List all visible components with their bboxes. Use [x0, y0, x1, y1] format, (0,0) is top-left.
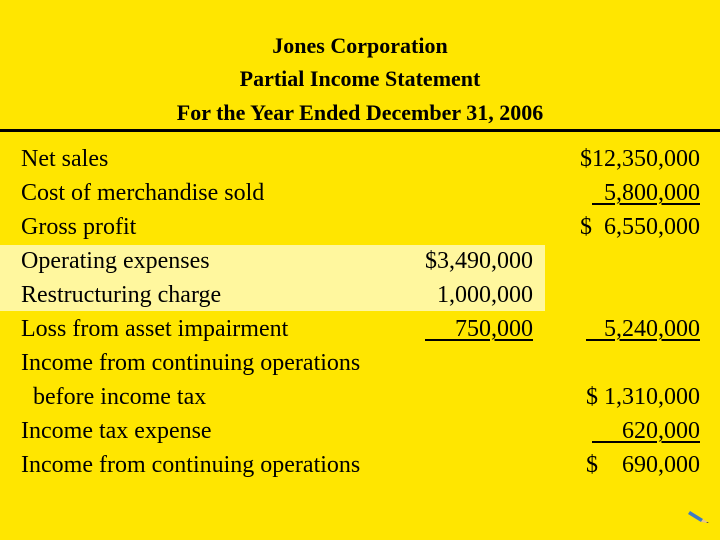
row-income-from-continuing-ops: [0, 448, 720, 482]
row-amount: 5,800,000: [592, 180, 700, 206]
row-label: Gross profit: [21, 214, 137, 240]
row-subamount: 750,000: [425, 316, 533, 342]
row-income-continuing-ops: [0, 346, 720, 380]
row-amount: 5,240,000: [586, 316, 700, 342]
row-amount: 620,000: [592, 418, 700, 444]
row-subamount: 1,000,000: [437, 282, 533, 308]
row-before-income-tax: [0, 380, 720, 414]
row-label: Restructuring charge: [21, 282, 222, 308]
row-cost-of-merchandise: [0, 176, 720, 210]
pencil-icon[interactable]: [688, 508, 710, 524]
row-operating-expenses: [0, 244, 720, 278]
row-income-tax-expense: [0, 414, 720, 448]
company-name: Jones Corporation: [272, 33, 448, 58]
row-label: Cost of merchandise sold: [21, 180, 265, 206]
row-amount: $ 1,310,000: [586, 384, 700, 410]
row-label: Loss from asset impairment: [21, 316, 289, 342]
row-asset-impairment: [0, 312, 720, 346]
row-label: Income from continuing operations: [21, 452, 361, 478]
row-label: Net sales: [21, 146, 109, 172]
row-amount: $ 6,550,000: [580, 214, 700, 240]
header-divider: [0, 129, 720, 132]
statement-period: For the Year Ended December 31, 2006: [176, 100, 544, 125]
row-subamount: $3,490,000: [425, 248, 533, 274]
row-amount: $12,350,000: [580, 146, 700, 172]
row-label: Operating expenses: [21, 248, 210, 274]
row-label: Income from continuing operations: [21, 350, 361, 376]
row-label: Income tax expense: [21, 418, 212, 444]
row-gross-profit: [0, 210, 720, 244]
statement-title: Partial Income Statement: [239, 66, 481, 91]
row-label: before income tax: [21, 384, 207, 410]
row-restructuring-charge: [0, 278, 720, 312]
row-net-sales: [0, 142, 720, 176]
row-amount: $ 690,000: [586, 452, 700, 478]
